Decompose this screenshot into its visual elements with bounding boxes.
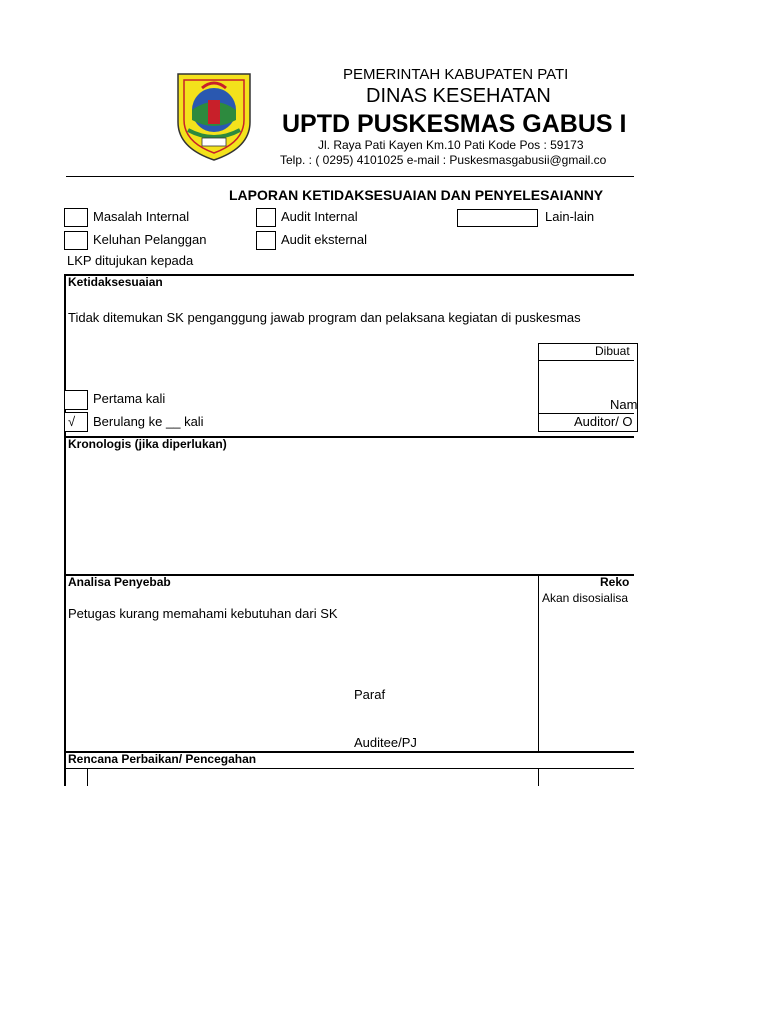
audit-eksternal-label: Audit eksternal [281, 232, 367, 247]
left-border [64, 274, 66, 786]
analisa-text: Petugas kurang memahami kebutuhan dari SK [68, 606, 338, 621]
kronologis-heading: Kronologis (jika diperlukan) [68, 437, 227, 451]
header-contact: Telp. : ( 0295) 4101025 e-mail : Puskesmasgabusii@gmail.co [280, 153, 607, 167]
auditee-label: Auditee/PJ [354, 735, 417, 750]
check-mark-icon: √ [68, 414, 76, 429]
header-gov: PEMERINTAH KABUPATEN PATI [343, 66, 569, 83]
keluhan-pelanggan-label: Keluhan Pelanggan [93, 232, 207, 247]
rencana-col-2 [538, 768, 539, 786]
rekomendasi-text: Akan disosialisa [542, 591, 629, 605]
header-address: Jl. Raya Pati Kayen Km.10 Pati Kode Pos : 59173 [318, 138, 584, 152]
keluhan-pelanggan-checkbox[interactable] [64, 231, 88, 250]
dibuat-label: Dibuat [595, 344, 630, 358]
header-divider [66, 176, 634, 177]
masalah-internal-label: Masalah Internal [93, 209, 190, 224]
rencana-heading: Rencana Perbaikan/ Pencegahan [68, 752, 257, 766]
audit-internal-checkbox[interactable] [256, 208, 276, 227]
analisa-heading: Analisa Penyebab [68, 575, 171, 589]
lain-lain-label: Lain-lain [545, 209, 595, 224]
header-dept: DINAS KESEHATAN [366, 85, 551, 107]
form-title: LAPORAN KETIDAKSESUAIAN DAN PENYELESAIANNY [229, 187, 604, 203]
pertama-kali-checkbox[interactable] [64, 390, 88, 410]
dibuat-divider [538, 360, 634, 361]
auditor-label: Auditor/ O [574, 414, 633, 429]
ketidaksesuaian-heading: Ketidaksesuaian [68, 275, 163, 289]
kabupaten-pati-emblem [174, 70, 254, 162]
audit-eksternal-checkbox[interactable] [256, 231, 276, 250]
ketidaksesuaian-text: Tidak ditemukan SK penganggung jawab program dan pelaksana kegiatan di puskesmas [68, 310, 581, 325]
berulang-checkbox[interactable] [64, 412, 88, 432]
berulang-label: Berulang ke __ kali [93, 414, 204, 429]
nama-label: Nam [610, 397, 638, 412]
lkp-label: LKP ditujukan kepada [67, 253, 194, 268]
paraf-label: Paraf [354, 687, 386, 702]
masalah-internal-checkbox[interactable] [64, 208, 88, 227]
rekomendasi-heading: Reko [600, 575, 630, 589]
rencana-col-1 [87, 768, 88, 786]
audit-internal-label: Audit Internal [281, 209, 358, 224]
lain-lain-field[interactable] [457, 209, 538, 227]
rencana-table-top [64, 768, 634, 769]
analisa-divider [538, 575, 539, 751]
header-org: UPTD PUSKESMAS GABUS I [282, 110, 627, 138]
pertama-kali-label: Pertama kali [93, 391, 166, 406]
